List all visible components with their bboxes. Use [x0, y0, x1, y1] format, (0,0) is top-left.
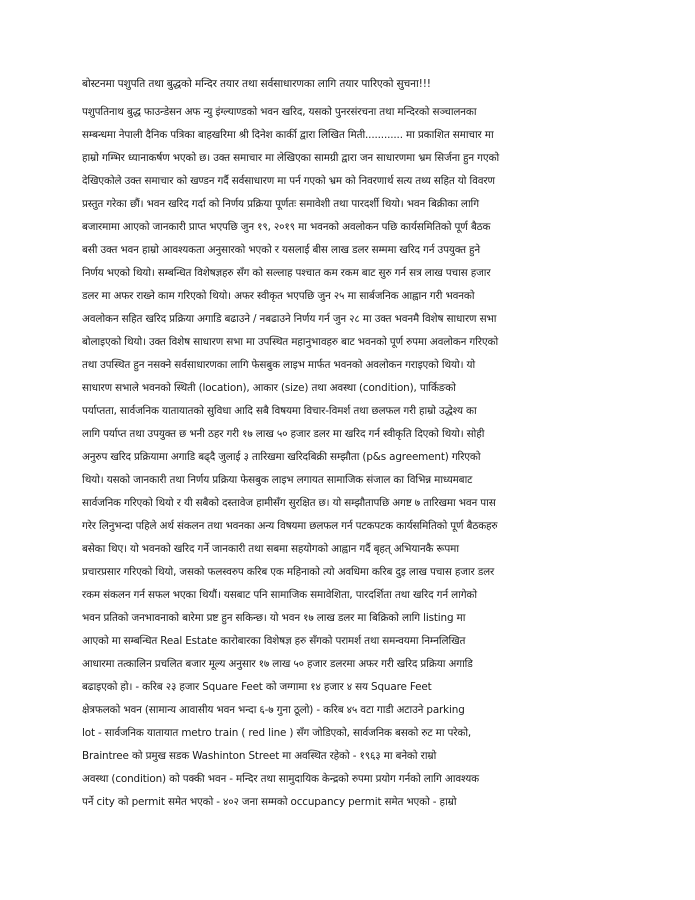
body-line: हाम्रो गम्भिर ध्यानाकर्षण भएको छ। उक्त समाचार मा लेखिएका सामग्री द्वारा जन साधारणमा भ्रम सिर्जना हुन गएको: [82, 152, 499, 164]
body-line: बसी उक्त भवन हाम्रो आवश्यकता अनुसारको भएको र यसलाई बीस लाख डलर सम्ममा खरिद गर्न उपयुक्त हुने: [82, 244, 481, 256]
body-line: सम्बन्धमा नेपाली दैनिक पत्रिका बाहखरिमा श्री दिनेश कार्की द्वारा लिखित मिती............ मा प्रकाशित समाचार मा: [82, 129, 494, 141]
body-line: डलर मा अफर राख्ने काम गरिएको थियो। अफर स्वीकृत भएपछि जुन २५ मा सार्बजनिक आह्वान गरी भवनको: [82, 290, 475, 302]
body-line: साधारण सभाले भवनको स्थिती (location), आकार (size) तथा अवस्था (condition), पार्किङको: [82, 382, 456, 394]
body-line: बोलाइएको थियो। उक्त विशेष साधारण सभा मा उपस्थित महानुभावहरु बाट भवनको पूर्ण रुपमा अवलोकन गरिएको: [82, 336, 499, 348]
body-line: पर्याप्तता, सार्वजनिक यातायातको सुविधा आदि सबै विषयमा विचार-विमर्श तथा छलफल गरी हाम्रो उद्धेश्य का: [82, 405, 477, 417]
body-line: lot - सार्वजनिक यातायात metro train ( red line ) सँग जोडिएको, सार्वजनिक बसको रुट मा परेको,: [82, 727, 472, 739]
body-line: प्रस्तुत गरेका छौं। भवन खरिद गर्दा को निर्णय प्रक्रिया पूर्णतः समावेशी तथा पारदर्शी थियो। भवन बिक्रीका लागि: [82, 198, 479, 210]
body-line: निर्णय भएको थियो। सम्बन्धित विशेषज्ञहरु सँग को सल्लाह पश्चात कम रकम बाट सुरु गर्न सत्र लाख पचास हजार: [82, 267, 491, 279]
body-line: पशुपतिनाथ बुद्ध फाउन्डेसन अफ न्यु इंग्ल्याण्डको भवन खरिद, यसको पुनरसंरचना तथा मन्दिरको सञ्चालनका: [82, 106, 477, 118]
body-line: तथा उपस्थित हुन नसक्ने सर्वसाधारणका लागि फेसबुक लाइभ मार्फत भवनको अवलोकन गराइएको थियो। यो: [82, 359, 476, 371]
body-line: प्रचारप्रसार गरिएको थियो, जसको फलस्वरुप करिब एक महिनाको त्यो अवधिमा करिब दुइ लाख पचास हजार डलर: [82, 566, 495, 578]
body-line: सार्वजनिक गरिएको थियो र यी सबैको दस्तावेज हामीसँग सुरक्षित छ। यो सम्झौतापछि अगष्ट ७ तारिखमा भवन पास: [82, 497, 496, 509]
body-line: लागि पर्याप्त तथा उपयुक्त छ भनी ठहर गरी १७ लाख ५० हजार डलर मा खरिद गर्न स्वीकृति दिएको थियो। सोही: [82, 428, 485, 440]
body-line: Braintree को प्रमुख सडक Washinton Street मा अवस्थित रहेको - १९६३ मा बनेको राम्रो: [82, 750, 437, 762]
body-line: क्षेत्रफलको भवन (सामान्य आवासीय भवन भन्दा ६-७ गुना ठूलो) - करिब ४५ वटा गाडी अटाउने parking: [82, 704, 465, 716]
body-line: आधारमा तत्कालिन प्रचलित बजार मूल्य अनुसार १७ लाख ५० हजार डलरमा अफर गरी खरिद प्रक्रिया अगाडि: [82, 658, 473, 670]
body-line: भवन प्रतिको जनभावनाको बारेमा प्रष्ट हुन सकिन्छ। यो भवन १७ लाख डलर मा बिक्रिको लागि listing मा: [82, 612, 466, 624]
body-line: गरेर लिनुभन्दा पहिले अर्थ संकलन तथा भवनका अन्य विषयमा छलफल गर्न पटकपटक कार्यसमितिको पूर्ण बैठकहरु: [82, 520, 498, 532]
document-title: बोस्टनमा पशुपति तथा बुद्धको मन्दिर तयार तथा सर्वसाधारणका लागि तयार पारिएको सुचना!!!: [82, 78, 431, 90]
body-line: अवस्था (condition) को पक्की भवन - मन्दिर तथा सामुदायिक केन्द्रको रुपमा प्रयोग गर्नको लागि आवश्यक: [82, 773, 479, 785]
body-line: पर्ने city को permit समेत भएको - ४०२ जना सम्मको occupancy permit समेत भएको - हाम्रो: [82, 796, 457, 808]
body-line: अनुरुप खरिद प्रक्रियामा अगाडि बढ्दै जुलाई ३ तारिखमा खरिदबिक्री सम्झौता (p&s agreement) गरिएको: [82, 451, 481, 463]
body-line: थियो। यसको जानकारी तथा निर्णय प्रक्रिया फेसबुक लाइभ लगायत सामाजिक संजाल का विभिन्न माध्यमबाट: [82, 474, 473, 486]
body-line: अवलोकन सहित खरिद प्रक्रिया अगाडि बढाउने / नबढाउने निर्णय गर्न जुन २८ मा उक्त भवनमै विशेष साधारण सभा: [82, 313, 497, 325]
body-line: देखिएकोले उक्त समाचार को खण्डन गर्दै सर्वसाधारण मा पर्न गएको भ्रम को निवरणार्थ सत्य तथ्य सहित यो विवरण: [82, 175, 495, 187]
body-line: आएको मा सम्बन्धित Real Estate कारोबारका विशेषज्ञ हरु सँगको परामर्श तथा समन्वयमा निम्नलिखित: [82, 635, 466, 647]
body-line: बढाइएको हो। - करिब २३ हजार Square Feet को जग्गामा १४ हजार ४ सय Square Feet: [82, 681, 432, 693]
body-line: रकम संकलन गर्न सफल भएका थियौं। यसबाट पनि सामाजिक समावेशिता, पारदर्शिता तथा खरिद गर्न लागेको: [82, 589, 477, 601]
body-line: बजारमामा आएको जानकारी प्राप्त भएपछि जुन १९, २०१९ मा भवनको अवलोकन पछि कार्यसमितिको पूर्ण बैठक: [82, 221, 491, 233]
body-line: बसेका थिए। यो भवनको खरिद गर्ने जानकारी तथा सबमा सहयोगको आह्वान गर्दै बृहत् अभियानकै रूपमा: [82, 543, 459, 555]
